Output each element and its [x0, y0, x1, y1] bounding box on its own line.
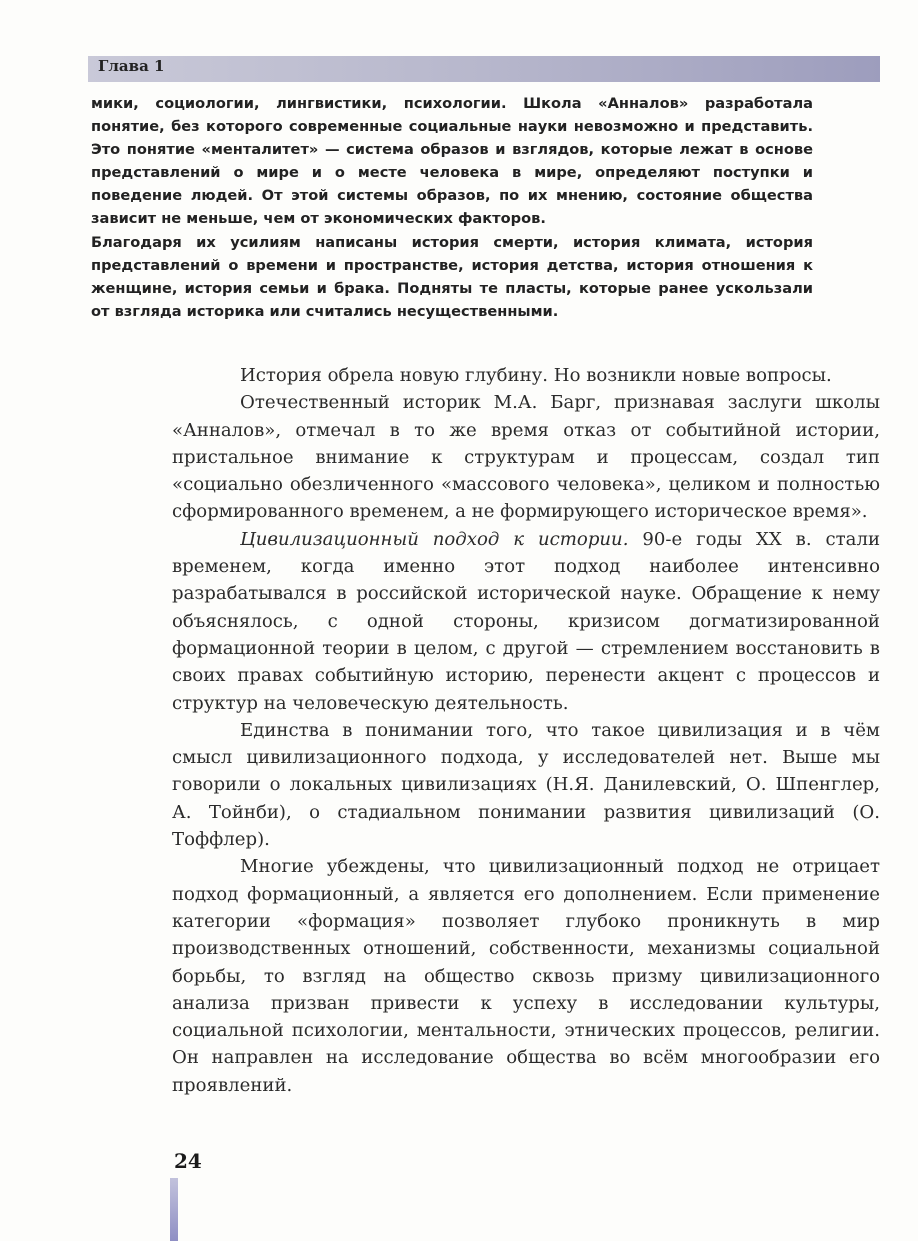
body-paragraph: Единства в понимании того, что такое цивилизация и в чём смысл цивилизационного подхода, у исследователей нет. Выше мы говорили о локальных цивилизациях (Н.Я. Данилевский, О. Шпенглер, А. Тойнби), о стадиальном понимании развития цивилизаций (О. Тоффлер). [172, 719, 880, 851]
page-number: 24 [174, 1149, 202, 1173]
margin-stripe [170, 1178, 178, 1241]
body-paragraph: Отечественный историк М.А. Барг, признавая заслуги школы «Анналов», отмечал в то же время отказ от событийной истории, пристальное внимание к структурам и процессам, создал тип «социально обезличенного «массового человека», целиком и полностью сформированного временем, а не формирующего историческое время». [172, 392, 880, 523]
body-paragraph: Многие убеждены, что цивилизационный подход не отрицает подход формационный, а является его дополнением. Если применение категории «формация» позволяет глубоко проникнуть в мир производственных отношений, собственности, механизмы социальной борьбы, то взгляд на общество сквозь призму цивилизационного анализа призван привести к успеху в исследовании культуры, социальной психологии, ментальности, этнических процессов, религии. Он направлен на исследование общества во всём многообразии его проявлений. [172, 856, 880, 1096]
section-lead-italic: Цивилизационный подход к истории. [240, 528, 629, 550]
body-paragraph: История обрела новую глубину. Но возникли новые вопросы. [240, 365, 832, 386]
chapter-label: Глава 1 [98, 57, 165, 75]
chapter-header-bar [88, 56, 880, 82]
body-text: 90-е годы XX в. стали временем, когда именно этот подход наиболее интенсивно разрабатывался в российской исторической науке. Обращение к нему объяснялось, с одной стороны, кризисом догматизированной формационной теории в целом, с другой — стремлением восстановить в своих правах событийную историю, перенести акцент с процессов и структур на человеческую деятельность. [172, 528, 881, 714]
sidebar-note [91, 92, 813, 323]
sidebar-paragraph: Благодаря их усилиям написаны история смерти, история климата, история представлений о времени и пространстве, история детства, история отношения к женщине, история семьи и брака. Подняты те пласты, которые ранее ускользали от взгляда историка или считались несущественными. [91, 233, 813, 320]
main-text [172, 362, 880, 1099]
sidebar-paragraph: мики, социологии, лингвистики, психологии. Школа «Анналов» разработала понятие, без которого современные социальные науки невозможно и представить. Это понятие «менталитет» — система образов и взглядов, которые лежат в основе представлений о мире и о месте человека в мире, определяют поступки и поведение людей. От этой системы образов, по их мнению, состояние общества зависит не меньше, чем от экономических факторов. [91, 95, 813, 228]
body-paragraph [172, 526, 880, 717]
